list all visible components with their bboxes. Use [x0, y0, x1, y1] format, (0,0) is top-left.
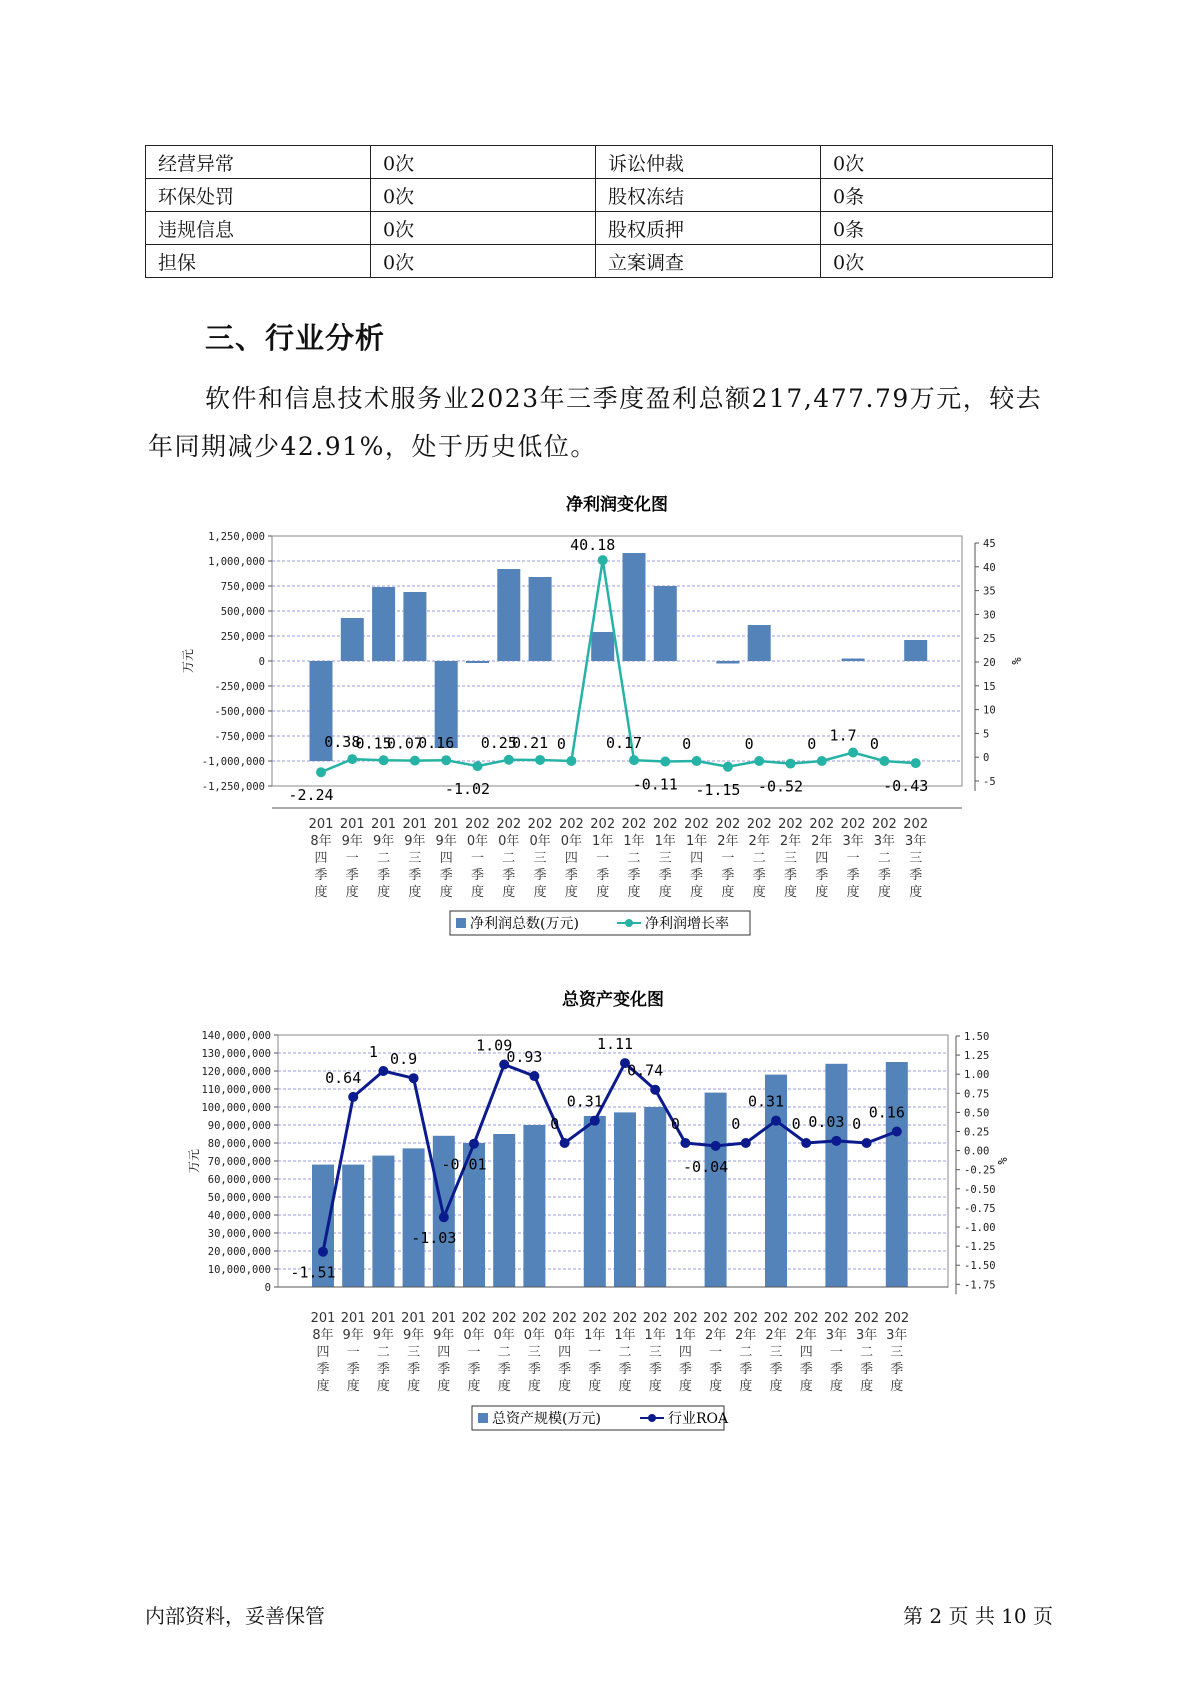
- line-point: [754, 756, 764, 766]
- x-axis-category-label: 202 0年四季度: [552, 1311, 578, 1394]
- x-axis-category-label: 201 8年四季度: [308, 817, 334, 900]
- right-axis-tick-label: -1.50: [964, 1260, 996, 1273]
- bar: [466, 661, 489, 663]
- x-axis-category-label: 202 0年四季度: [558, 817, 584, 900]
- x-axis-category-label: 202 1年二季度: [612, 1311, 638, 1394]
- left-axis-tick-label: 500,000: [220, 606, 265, 618]
- x-axis-category-label: 201 9年一季度: [339, 817, 365, 900]
- bar: [716, 661, 739, 664]
- legend-line-label: 行业ROA: [668, 1411, 729, 1427]
- left-axis-tick-label: 0: [264, 1282, 271, 1294]
- risk-info-table: [145, 145, 1053, 278]
- line-point: [817, 756, 827, 766]
- x-axis-category-label: 202 3年二季度: [871, 817, 897, 900]
- legend-line-marker: [625, 919, 633, 927]
- bar: [584, 1116, 606, 1287]
- right-axis-label: %: [1009, 657, 1023, 665]
- x-axis-category-label: 202 3年一季度: [840, 817, 866, 900]
- line-point: [660, 757, 670, 767]
- data-label: 0.17: [605, 734, 643, 753]
- risk-item-value: 0次: [371, 245, 596, 278]
- line-point: [469, 1139, 479, 1149]
- right-axis-tick-label: 15: [983, 680, 996, 693]
- line-point: [473, 761, 483, 771]
- total-assets-chart: [0, 985, 1191, 1445]
- chart-title: 总资产变化图: [562, 990, 664, 1010]
- left-axis-tick-label: 60,000,000: [207, 1174, 271, 1186]
- line-point: [831, 1136, 841, 1146]
- risk-item-value: 0条: [821, 179, 1053, 212]
- bar: [644, 1107, 666, 1287]
- right-axis-tick-label: 1.50: [964, 1031, 990, 1043]
- bar: [342, 1165, 364, 1287]
- x-axis-category-label: 201 9年三季度: [401, 1311, 427, 1394]
- x-axis-category-label: 202 0年三季度: [527, 817, 553, 900]
- legend-bar-label: 净利润总数(万元): [470, 916, 579, 932]
- data-label: 0.9: [390, 1050, 418, 1069]
- x-axis-category-label: 201 9年四季度: [431, 1311, 457, 1394]
- line-point: [911, 758, 921, 768]
- bar: [493, 1134, 515, 1287]
- data-label: 0.64: [325, 1068, 362, 1087]
- x-axis-category-label: 202 3年二季度: [854, 1311, 880, 1394]
- x-axis-category-label: 202 2年四季度: [793, 1311, 819, 1394]
- x-axis-category-label: 202 2年四季度: [809, 817, 835, 900]
- data-label: 0: [670, 1115, 680, 1133]
- industry-analysis-paragraph: 软件和信息技术服务业2023年三季度盈利总额217,477.79万元，较去年同期减少42.91%，处于历史低位。: [148, 384, 1043, 461]
- line-point: [692, 756, 702, 766]
- left-axis-tick-label: -250,000: [214, 681, 265, 693]
- x-axis-category-label: 202 1年三季度: [652, 817, 678, 900]
- x-axis-category-label: 202 2年二季度: [746, 817, 772, 900]
- line-point: [441, 755, 451, 765]
- line-point: [347, 754, 357, 764]
- line-point: [771, 1116, 781, 1126]
- bar: [825, 1064, 847, 1287]
- right-axis-tick-label: 35: [983, 585, 996, 598]
- x-axis-category-label: 202 0年一季度: [461, 1311, 487, 1394]
- line-point: [598, 555, 608, 565]
- bar: [654, 586, 677, 661]
- data-label: 0.74: [627, 1061, 664, 1080]
- line-point: [348, 1092, 358, 1102]
- data-label: 0.25: [480, 733, 517, 752]
- left-axis-tick-label: 1,250,000: [208, 531, 265, 543]
- x-axis-category-label: 202 0年三季度: [521, 1311, 547, 1394]
- risk-item-label: 股权质押: [596, 212, 821, 245]
- bar: [748, 625, 771, 661]
- x-axis-category-label: 202 1年二季度: [621, 817, 647, 900]
- x-axis-category-label: 202 3年三季度: [884, 1311, 910, 1394]
- x-axis-category-label: 202 0年二季度: [491, 1311, 517, 1394]
- line-point: [529, 1071, 539, 1081]
- left-axis-tick-label: 50,000,000: [207, 1192, 271, 1204]
- net-profit-chart: [0, 488, 1191, 948]
- data-label: 0.21: [512, 733, 549, 752]
- data-label: 0: [744, 735, 754, 753]
- right-axis-tick-label: -1.00: [964, 1222, 996, 1234]
- data-label: -0.11: [632, 775, 678, 794]
- line-point: [590, 1116, 600, 1126]
- risk-item-label: 违规信息: [146, 212, 371, 245]
- left-axis-label: 万元: [181, 648, 195, 674]
- right-axis-label: %: [995, 1157, 1009, 1165]
- data-label: 0.38: [324, 733, 361, 752]
- chart-title: 净利润变化图: [566, 495, 668, 515]
- right-axis-tick-label: 1.25: [964, 1050, 990, 1063]
- bar: [529, 577, 552, 661]
- data-label: -0.52: [757, 777, 804, 796]
- bar: [341, 618, 364, 661]
- x-axis-category-label: 202 2年三季度: [778, 817, 803, 900]
- right-axis-tick-label: -1.75: [964, 1279, 996, 1292]
- line-point: [723, 762, 733, 772]
- risk-item-label: 经营异常: [146, 146, 371, 179]
- bar: [372, 1156, 394, 1287]
- line-point: [409, 1073, 419, 1083]
- line-point: [711, 1141, 721, 1151]
- right-axis-tick-label: -0.25: [964, 1164, 996, 1177]
- x-axis-category-label: 201 9年四季度: [433, 817, 459, 900]
- x-axis-category-label: 202 0年一季度: [465, 817, 490, 900]
- data-label: 0.93: [506, 1048, 543, 1067]
- bar: [614, 1112, 636, 1287]
- bar: [497, 569, 520, 661]
- footer-page-number: 第 2 页 共 10 页: [903, 1604, 1053, 1628]
- line-point: [560, 1138, 570, 1148]
- legend-line-label: 净利润增长率: [645, 916, 729, 932]
- legend-bar-swatch: [456, 918, 466, 928]
- left-axis-tick-label: 70,000,000: [207, 1156, 271, 1168]
- table-row: [146, 179, 1053, 212]
- line-point: [318, 1247, 328, 1257]
- bar: [904, 640, 927, 661]
- left-axis-tick-label: 130,000,000: [201, 1048, 271, 1060]
- data-label: -0.04: [683, 1157, 729, 1176]
- bar: [403, 592, 426, 661]
- footer-confidential-note: 内部资料，妥善保管: [145, 1604, 325, 1628]
- x-axis-category-label: 202 0年二季度: [496, 817, 522, 900]
- x-axis-category-label: 202 2年三季度: [763, 1311, 789, 1394]
- left-axis-tick-label: 110,000,000: [201, 1084, 271, 1096]
- risk-item-value: 0次: [371, 146, 596, 179]
- data-label: 0.31: [747, 1092, 785, 1111]
- data-label: -1.03: [411, 1229, 457, 1248]
- x-axis-category-label: 201 8年四季度: [310, 1311, 336, 1394]
- line-point: [680, 1138, 690, 1148]
- table-row: [146, 146, 1053, 179]
- line-point: [892, 1126, 902, 1136]
- data-label: 0: [807, 735, 817, 753]
- x-axis-category-label: 201 9年三季度: [402, 817, 428, 900]
- data-label: 0.31: [566, 1092, 603, 1111]
- data-label: 0: [682, 735, 692, 753]
- data-label: 0.03: [808, 1112, 845, 1131]
- left-axis-label: 万元: [187, 1148, 201, 1174]
- line-point: [504, 755, 514, 765]
- data-label: 1.11: [596, 1035, 634, 1054]
- line-point: [862, 1138, 872, 1148]
- left-axis-tick-label: 30,000,000: [207, 1228, 271, 1240]
- bar: [842, 659, 865, 662]
- bar: [523, 1125, 545, 1287]
- data-label: -1.02: [444, 780, 491, 799]
- left-axis-tick-label: 20,000,000: [207, 1246, 271, 1258]
- right-axis-tick-label: 20: [983, 657, 996, 669]
- data-label: -0.43: [883, 777, 929, 796]
- data-label: 0.16: [868, 1103, 905, 1122]
- x-axis-category-label: 201 9年二季度: [370, 1311, 396, 1394]
- bar: [623, 553, 646, 661]
- x-axis-category-label: 202 1年一季度: [590, 817, 616, 900]
- right-axis-tick-label: 0.75: [964, 1088, 990, 1101]
- data-label: 1.7: [829, 726, 857, 745]
- risk-item-label: 担保: [146, 245, 371, 278]
- bar: [591, 632, 614, 661]
- right-axis-tick-label: 5: [983, 728, 990, 741]
- risk-item-value: 0次: [821, 146, 1053, 179]
- data-label: 0.15: [355, 734, 392, 753]
- right-axis-tick-label: 45: [983, 538, 996, 550]
- risk-item-value: 0次: [821, 245, 1053, 278]
- x-axis-category-label: 201 9年二季度: [371, 817, 397, 900]
- x-axis-category-label: 202 3年三季度: [903, 817, 929, 900]
- line-point: [316, 767, 326, 777]
- x-axis-category-label: 202 2年一季度: [715, 817, 741, 900]
- left-axis-tick-label: 40,000,000: [207, 1210, 271, 1222]
- left-axis-tick-label: 140,000,000: [201, 1030, 271, 1042]
- right-axis-tick-label: 0.50: [964, 1107, 990, 1120]
- line-point: [535, 755, 545, 765]
- left-axis-tick-label: 750,000: [220, 581, 265, 593]
- left-axis-tick-label: 10,000,000: [207, 1264, 271, 1276]
- line-point: [786, 759, 796, 769]
- x-axis-category-label: 202 1年一季度: [582, 1311, 608, 1394]
- legend-bar-label: 总资产规模(万元): [492, 1411, 601, 1427]
- bar: [403, 1148, 425, 1287]
- left-axis-tick-label: 100,000,000: [201, 1102, 271, 1114]
- right-axis-tick-label: -5: [983, 776, 996, 788]
- right-axis-tick-label: -0.75: [964, 1202, 996, 1215]
- data-label: 0: [550, 1115, 560, 1133]
- line-point: [379, 755, 389, 765]
- data-label: -2.24: [288, 786, 334, 805]
- data-label: 0.16: [418, 734, 455, 753]
- data-label: 0: [791, 1115, 801, 1133]
- line-point: [801, 1138, 811, 1148]
- line-point: [439, 1212, 449, 1222]
- x-axis-category-label: 202 2年二季度: [733, 1311, 759, 1394]
- right-axis-tick-label: 25: [983, 633, 996, 646]
- left-axis-tick-label: 120,000,000: [201, 1066, 271, 1078]
- data-label: 1: [368, 1043, 378, 1061]
- data-label: 0: [869, 735, 879, 753]
- bar: [372, 587, 395, 661]
- risk-item-label: 立案调查: [596, 245, 821, 278]
- table-row: [146, 212, 1053, 245]
- bar: [705, 1093, 727, 1287]
- data-label: 0: [852, 1115, 862, 1133]
- line-point: [848, 748, 858, 758]
- line-point: [629, 755, 639, 765]
- x-axis-category-label: 202 1年四季度: [672, 1311, 698, 1394]
- risk-item-label: 环保处罚: [146, 179, 371, 212]
- risk-item-value: 0次: [371, 212, 596, 245]
- data-label: 0.07: [386, 734, 423, 753]
- x-axis-category-label: 201 9年一季度: [340, 1311, 366, 1394]
- risk-item-label: 诉讼仲裁: [596, 146, 821, 179]
- table-row: [146, 245, 1053, 278]
- section-heading: 三、行业分析: [205, 321, 386, 355]
- data-label: -1.51: [290, 1263, 336, 1282]
- line-point: [741, 1138, 751, 1148]
- x-axis-category-label: 202 1年三季度: [642, 1311, 668, 1394]
- bar: [886, 1062, 908, 1287]
- right-axis-tick-label: 0: [983, 752, 990, 765]
- data-label: -1.15: [695, 780, 741, 799]
- line-point: [378, 1066, 388, 1076]
- data-label: 40.18: [570, 536, 616, 555]
- left-axis-tick-label: 1,000,000: [208, 556, 265, 568]
- risk-item-label: 股权冻结: [596, 179, 821, 212]
- left-axis-tick-label: -1,000,000: [201, 756, 265, 768]
- x-axis-category-label: 202 1年四季度: [684, 817, 710, 900]
- right-axis-tick-label: 10: [983, 704, 996, 717]
- left-axis-tick-label: 90,000,000: [207, 1120, 271, 1132]
- data-label: -0.01: [441, 1155, 487, 1174]
- x-axis-category-label: 202 2年一季度: [703, 1311, 729, 1394]
- legend-line-marker: [648, 1414, 656, 1422]
- line-point: [566, 756, 576, 766]
- left-axis-tick-label: 250,000: [220, 631, 265, 643]
- right-axis-tick-label: 30: [983, 609, 996, 622]
- risk-item-value: 0条: [821, 212, 1053, 245]
- right-axis-tick-label: 40: [983, 561, 996, 574]
- line-point: [410, 756, 420, 766]
- data-label: 0: [731, 1115, 741, 1133]
- x-axis-category-label: 202 3年一季度: [823, 1311, 849, 1394]
- right-axis-tick-label: 1.00: [964, 1069, 990, 1082]
- left-axis-tick-label: -500,000: [214, 706, 265, 718]
- legend-bar-swatch: [478, 1413, 488, 1423]
- left-axis-tick-label: 80,000,000: [207, 1138, 271, 1150]
- right-axis-tick-label: -1.25: [964, 1241, 996, 1254]
- risk-item-value: 0次: [371, 179, 596, 212]
- line-point: [879, 756, 889, 766]
- left-axis-tick-label: 0: [258, 656, 265, 668]
- data-label: 0: [556, 735, 566, 753]
- data-label: 1.09: [476, 1036, 513, 1055]
- line-point: [650, 1085, 660, 1095]
- right-axis-tick-label: 0.25: [964, 1126, 990, 1139]
- right-axis-tick-label: 0.00: [964, 1145, 990, 1158]
- left-axis-tick-label: -750,000: [214, 731, 265, 743]
- left-axis-tick-label: -1,250,000: [201, 781, 265, 793]
- right-axis-tick-label: -0.50: [964, 1183, 996, 1196]
